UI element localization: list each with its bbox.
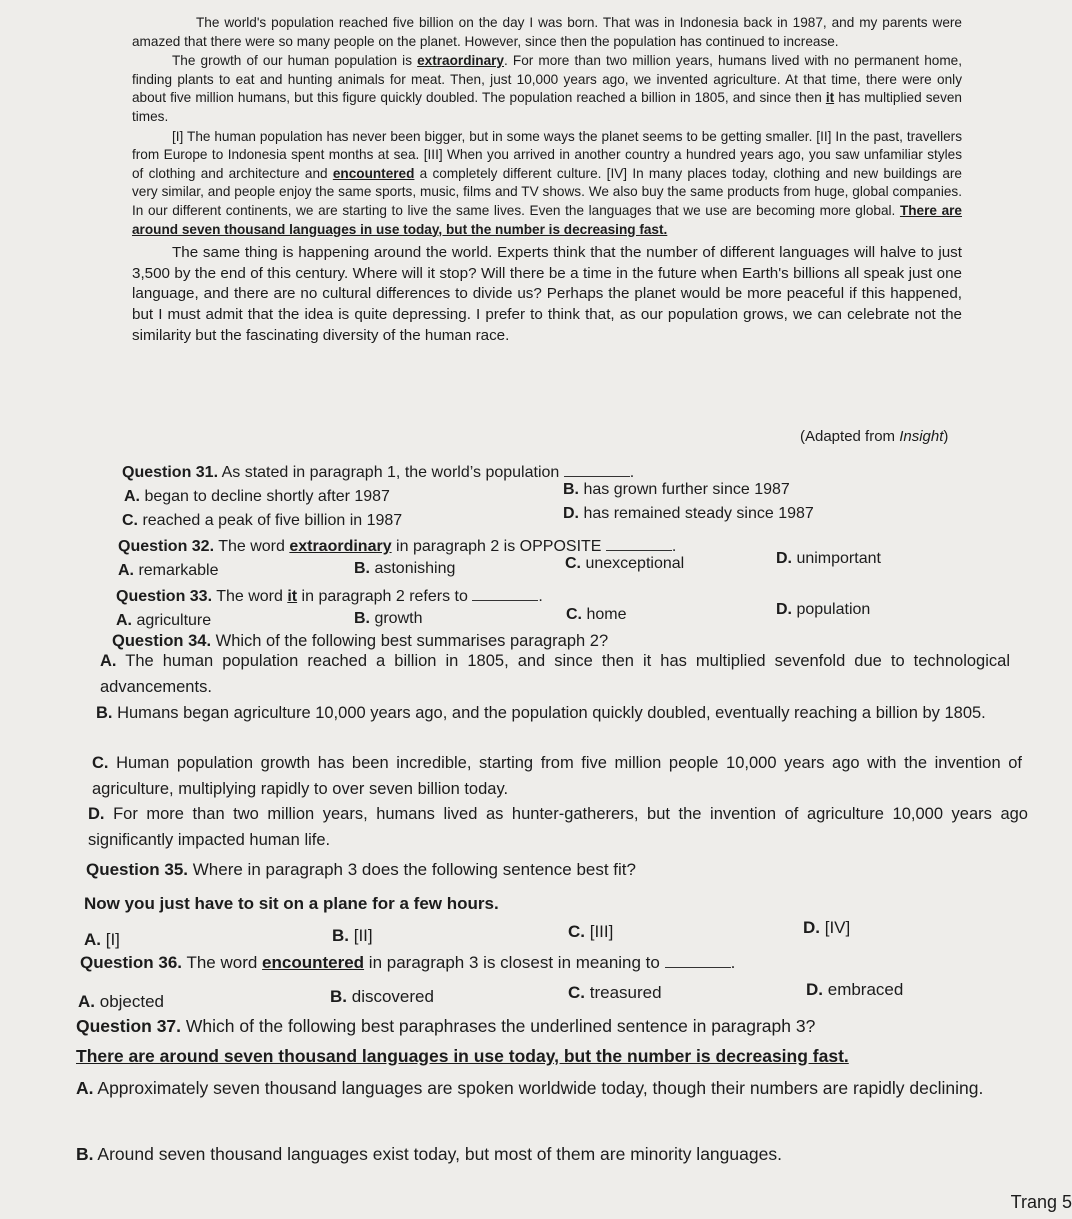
question-text: Where in paragraph 3 does the following sentence best fit? [188,860,636,879]
option-letter: B. [76,1144,94,1164]
question-text: Which of the following best summarises paragraph 2? [211,632,609,650]
option-letter: D. [806,980,823,999]
option-letter: D. [88,805,105,823]
option-text: Human population growth has been incredible, starting from five million people 10,000 years ago with the invention of agriculture, multiplying rapidly to over seven billion today. [92,754,1022,798]
option-letter: B. [332,926,349,945]
option-text: unexceptional [585,555,685,572]
answer-blank [564,462,630,477]
question-number: Question 36. [80,953,183,972]
option-text: astonishing [374,560,456,577]
source-title: Insight [899,428,944,445]
question-32 [118,536,676,556]
question-text: The word [212,588,288,605]
q37-option-a[interactable] [76,1074,1066,1102]
question-text: The word [182,953,263,972]
q36-option-c[interactable] [568,983,662,1003]
option-letter: A. [76,1078,94,1098]
option-text: reached a peak of five billion in 1987 [142,512,403,529]
option-letter: D. [803,918,820,937]
source-credit [800,428,948,445]
option-letter: B. [96,704,113,722]
option-text: population [796,601,871,618]
option-text: treasured [589,983,662,1002]
q34-option-d[interactable] [88,801,1028,853]
source-text: ) [943,428,949,445]
q36-option-d[interactable] [806,980,903,1000]
question-end: . [538,588,543,605]
option-letter: D. [776,601,792,618]
option-letter: A. [78,992,95,1011]
question-text: in paragraph 3 is closest in meaning to [364,953,660,972]
option-text: growth [374,610,423,627]
option-text: discovered [351,987,434,1006]
option-letter: A. [118,562,134,579]
q36-option-a[interactable] [78,992,164,1012]
q33-option-c[interactable] [566,606,626,624]
option-text: [II] [353,926,373,945]
q34-option-a[interactable] [100,648,1010,700]
question-37 [76,1016,815,1037]
option-letter: A. [116,612,132,629]
source-text: (Adapted from [800,428,900,445]
question-text: Which of the following best paraphrases the underlined sentence in paragraph 3? [181,1016,816,1036]
paragraph-1: The world's population reached five billion on the day I was born. That was in Indonesia back in 1987, and my parents were amazed that there were so many people on the planet. However, since then the population has continued to increase. [132,15,962,49]
q32-option-d[interactable] [776,550,881,568]
option-text: [III] [589,922,614,941]
question-text: The word [214,538,290,555]
word-encountered: encountered [332,165,415,181]
q31-option-d[interactable] [563,505,814,523]
q35-option-d[interactable] [803,918,850,938]
option-letter: C. [566,606,582,623]
q35-option-c[interactable] [568,922,613,942]
q35-sentence: Now you just have to sit on a plane for a few hours. [84,894,499,913]
option-text: [I] [105,930,120,949]
q31-option-c[interactable] [122,512,402,530]
paragraph-2 [132,52,962,126]
page-number: Trang 5 [1010,1192,1072,1212]
question-number: Question 35. [86,860,189,879]
underlined-sentence: There are around seven thousand languages in use today, but the number is decreasing fast. [132,202,962,237]
q35-option-b[interactable] [332,926,373,946]
p2-text: . For more than two million years, humans lived with no permanent home, finding plants to eat and hunting animals for meat. Then, just 10,000 years ago, we invented agriculture. At that time, there were only about five million humans, but this figure quickly doubled. The population reached a billion in 1805, and since then [132,53,962,106]
option-text: has grown further since 1987 [583,481,790,498]
q33-option-d[interactable] [776,601,870,619]
q31-option-a[interactable] [124,488,390,506]
option-text: home [586,606,627,623]
target-word: extraordinary [289,538,392,555]
question-35 [86,860,636,880]
question-36 [80,953,735,973]
option-text: remarkable [138,562,219,579]
option-letter: A. [124,488,140,505]
question-number: Question 33. [116,588,213,605]
q31-option-b[interactable] [563,481,790,499]
q32-option-c[interactable] [565,555,684,573]
q35-option-a[interactable] [84,930,120,950]
option-text: The human population reached a billion in 1805, and since then it has multiplied sevenfold due to technological advancements. [100,652,1010,696]
question-text: in paragraph 2 refers to [297,588,468,605]
option-letter: C. [568,983,585,1002]
option-text: Around seven thousand languages exist today, but most of them are minority languages. [97,1144,782,1164]
option-text: objected [99,992,165,1011]
option-text: [IV] [824,918,851,937]
q33-option-a[interactable] [116,612,211,630]
question-text: As stated in paragraph 1, the world’s population [218,464,560,481]
reading-passage [132,14,962,347]
p3-text: a completely different culture. [IV] In many places today, clothing and new buildings are very similar, and people enjoy the same sports, music, films and TV shows. We also buy the same products from huge, global companies. In our different continents, we are starting to live the same lives. Even the languages that we use are becoming more global. [132,165,962,218]
question-33 [116,586,543,606]
q36-option-b[interactable] [330,987,434,1007]
q37-option-b[interactable] [76,1144,782,1165]
option-text: began to decline shortly after 1987 [144,488,390,505]
word-it: it [825,90,835,106]
option-text: For more than two million years, humans lived as hunter-gatherers, but the invention of agriculture 10,000 years ago significantly impacted human life. [88,805,1028,849]
option-letter: B. [354,560,370,577]
q37-sentence: There are around seven thousand languages in use today, but the number is decreasing fast. [76,1046,849,1066]
q34-option-b[interactable] [96,700,1014,726]
option-letter: C. [568,922,585,941]
answer-blank [665,953,731,968]
p2-text: The growth of our human population is [172,53,418,69]
paragraph-3 [132,128,962,240]
option-text: Approximately seven thousand languages are spoken worldwide today, though their numbers are rapidly declining. [97,1078,984,1098]
question-number: Question 31. [122,464,219,481]
answer-blank [472,586,538,601]
option-letter: A. [84,930,101,949]
question-number: Question 37. [76,1016,182,1036]
target-word: encountered [262,953,365,972]
option-text: Humans began agriculture 10,000 years ago, and the population quickly doubled, eventually reaching a billion by 1805. [117,704,986,722]
question-end: . [671,538,677,555]
option-letter: B. [330,987,347,1006]
p2-text: has multiplied seven times. [132,90,962,124]
question-end: . [730,953,736,972]
word-extraordinary: extraordinary [417,53,504,69]
option-letter: D. [563,505,579,522]
option-text: embraced [827,980,904,999]
option-letter: B. [354,610,370,627]
option-text: has remained steady since 1987 [583,505,814,522]
q33-option-b[interactable] [354,610,422,628]
question-end: . [629,464,635,481]
question-text: in paragraph 2 is OPPOSITE [391,538,602,555]
question-number: Question 34. [112,632,212,650]
option-letter: A. [100,652,117,670]
target-word: it [287,588,298,605]
option-letter: C. [122,512,138,529]
option-letter: C. [92,754,109,772]
q32-option-b[interactable] [354,560,455,578]
option-text: agriculture [136,612,212,629]
option-letter: B. [563,481,579,498]
question-number: Question 32. [118,538,215,555]
option-text: unimportant [796,550,881,567]
question-31 [122,462,634,482]
q34-option-c[interactable] [92,750,1022,802]
q32-option-a[interactable] [118,562,218,580]
option-letter: C. [565,555,581,572]
option-letter: D. [776,550,792,567]
p3-text: [I] The human population has never been bigger, but in some ways the planet seems to be getting smaller. [II] In the past, travellers from Europe to Indonesia spent months at sea. [III] When you arrived in another country a hundred years ago, you saw unfamiliar styles of clothing and architecture and [132,128,962,181]
answer-blank [606,536,672,551]
paragraph-4: The same thing is happening around the world. Experts think that the number of different languages will halve to just 3,500 by the end of this century. Where will it stop? Will there be a time in the future when Earth's billions all speak just one language, and there are no cultural differences to divide us? Perhaps the planet would be more peaceful if this happened, but I must admit that the idea is quite depressing. I prefer to think that, as our population grows, we can celebrate not the similarity but the fascinating diversity of the human race. [132,244,962,344]
